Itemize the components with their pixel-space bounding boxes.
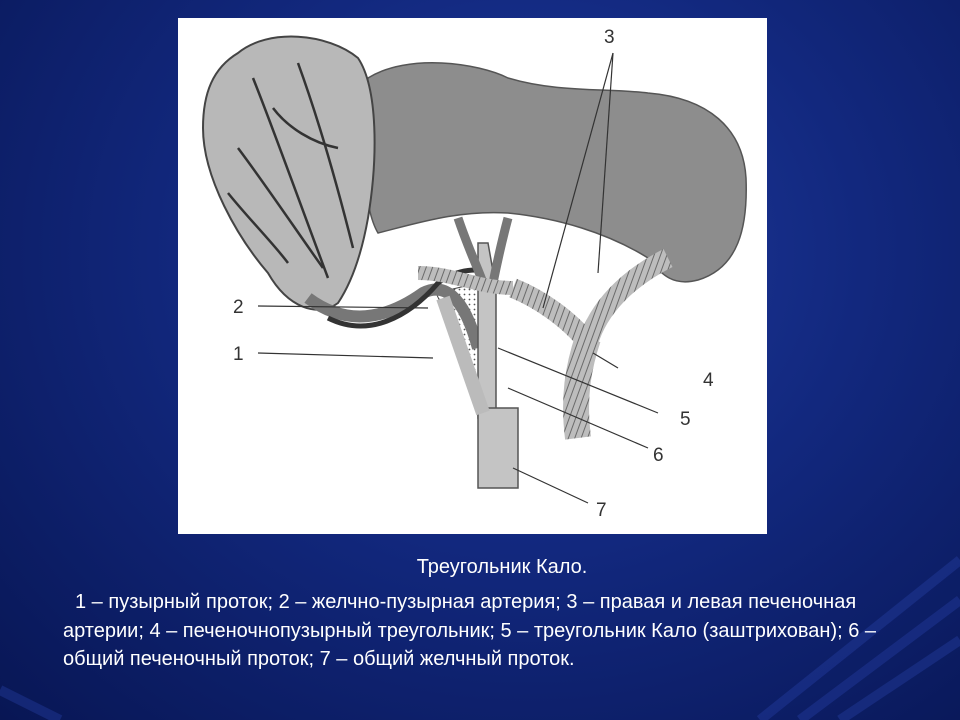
- label-6: 6: [653, 445, 664, 466]
- caption-title: Треугольник Кало.: [416, 556, 588, 578]
- common-bile-duct: [478, 408, 518, 488]
- label-7: 7: [596, 500, 607, 521]
- caption-text: 1 – пузырный проток; 2 – желчно-пузырная артерия; 3 – правая и левая печеночная артерии; 4 – печеночнопузырный треугольник; 5 – треугольник Кало (заштрихован); 6 – общий печеночный проток; 7 – общий желчный проток.: [63, 591, 877, 670]
- proper-hepatic-artery: [576, 338, 588, 438]
- anatomy-figure: [178, 18, 767, 534]
- label-3: 3: [604, 27, 615, 48]
- label-5: 5: [680, 409, 691, 430]
- label-1: 1: [233, 344, 244, 365]
- left-hepatic-artery: [588, 258, 668, 343]
- liver-shape: [364, 63, 747, 282]
- label-2: 2: [233, 297, 244, 318]
- label-4: 4: [703, 370, 714, 391]
